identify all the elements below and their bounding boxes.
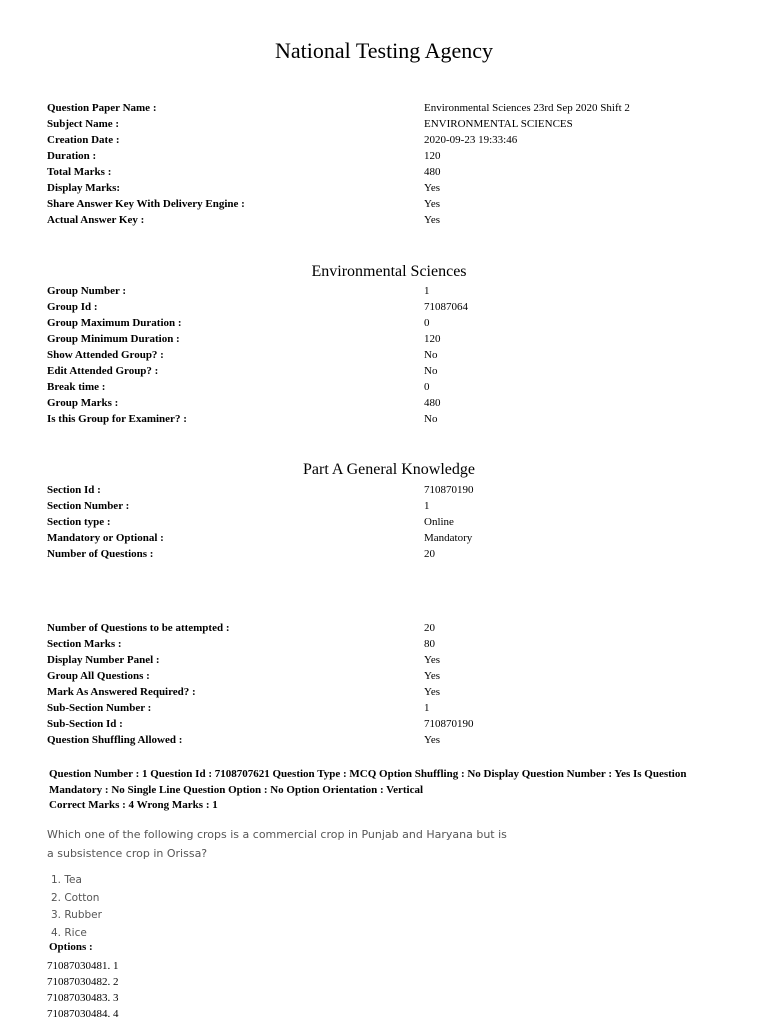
question-metadata: [49, 767, 749, 814]
list-item: 1. Tea: [51, 874, 82, 886]
field-value: 80: [424, 638, 435, 650]
field-value: Yes: [424, 670, 441, 682]
field-value: No: [424, 413, 438, 425]
field-value: 480: [424, 166, 441, 178]
field-label: Show Attended Group? :: [47, 349, 164, 361]
field-label: Sub-Section Id :: [47, 718, 123, 730]
field-label: Share Answer Key With Delivery Engine :: [47, 198, 245, 210]
field-label: Is this Group for Examiner? :: [47, 413, 187, 425]
field-label: Display Number Panel :: [47, 654, 160, 666]
field-value: Online: [424, 516, 454, 528]
field-value: Yes: [424, 654, 441, 666]
field-value: 2020-09-23 19:33:46: [424, 134, 518, 146]
field-value: Mandatory: [424, 532, 473, 544]
field-label: Section Id :: [47, 484, 101, 496]
field-value: No: [424, 349, 438, 361]
field-label: Group Id :: [47, 301, 98, 313]
field-label: Section type :: [47, 516, 111, 528]
field-label: Group Maximum Duration :: [47, 317, 182, 329]
field-label: Mandatory or Optional :: [47, 532, 164, 544]
list-item: 2. Cotton: [51, 891, 100, 904]
field-label: Section Marks :: [47, 638, 122, 650]
field-value: 480: [424, 397, 441, 409]
field-value: ENVIRONMENTAL SCIENCES: [424, 118, 573, 130]
list-item: 4. Rice: [51, 926, 87, 939]
question-marks-line: Correct Marks : 4 Wrong Marks : 1: [49, 799, 218, 811]
list-item: 3. Rubber: [51, 909, 102, 922]
field-label: Group Number :: [47, 285, 127, 297]
field-value: 710870190: [424, 484, 474, 496]
field-label: Break time :: [47, 381, 106, 393]
field-value: Environmental Sciences 23rd Sep 2020 Shift 2: [424, 102, 630, 114]
field-label: Display Marks:: [47, 182, 121, 194]
field-label: Group Minimum Duration :: [47, 333, 180, 345]
option-id-list: [47, 958, 119, 1022]
question-meta-line: Question Number : 1 Question Id : 7108707621 Question Type : MCQ Option Shuffling : No Display Question Number : Yes Is Question: [49, 768, 687, 780]
field-label: Mark As Answered Required? :: [47, 686, 196, 698]
group-title: Environmental Sciences: [311, 263, 467, 280]
field-value: Yes: [424, 198, 441, 210]
field-label: Number of Questions to be attempted :: [47, 622, 230, 634]
field-value: 71087064: [424, 301, 468, 313]
field-value: 1: [424, 285, 430, 297]
field-value: Yes: [424, 182, 441, 194]
field-label: Duration :: [47, 150, 97, 162]
field-value: 120: [424, 150, 441, 162]
answer-choices: [51, 872, 102, 942]
field-value: Yes: [424, 214, 441, 226]
field-label: Subject Name :: [47, 118, 120, 130]
field-label: Question Paper Name :: [47, 102, 157, 114]
field-label: Edit Attended Group? :: [47, 365, 159, 377]
options-heading: Options :: [49, 941, 93, 953]
field-value: 710870190: [424, 718, 474, 730]
field-value: 20: [424, 548, 435, 560]
field-label: Group All Questions :: [47, 670, 150, 682]
field-value: 120: [424, 333, 441, 345]
field-value: 1: [424, 702, 430, 714]
field-value: Yes: [424, 686, 441, 698]
field-label: Group Marks :: [47, 397, 119, 409]
field-label: Question Shuffling Allowed :: [47, 734, 183, 746]
field-label: Creation Date :: [47, 134, 120, 146]
list-item: 71087030484. 4: [47, 1008, 119, 1020]
question-meta-line: Mandatory : No Single Line Question Option : No Option Orientation : Vertical: [49, 783, 424, 796]
section-title: Part A General Knowledge: [303, 461, 475, 478]
list-item: 71087030483. 3: [47, 992, 119, 1004]
page-title: National Testing Agency: [274, 38, 493, 63]
field-value: 20: [424, 622, 435, 634]
list-item: 71087030481. 1: [47, 960, 119, 972]
field-value: 0: [424, 381, 430, 393]
field-label: Total Marks :: [47, 166, 112, 178]
field-label: Number of Questions :: [47, 548, 154, 560]
field-value: 1: [424, 500, 430, 512]
field-label: Actual Answer Key :: [47, 214, 145, 226]
list-item: 71087030482. 2: [47, 976, 119, 988]
field-value: 0: [424, 317, 430, 329]
field-value: No: [424, 365, 438, 377]
field-value: Yes: [424, 734, 441, 746]
field-label: Sub-Section Number :: [47, 702, 152, 714]
question-text: Which one of the following crops is a commercial crop in Punjab and Haryana but is a subsistence crop in Orissa?: [47, 828, 507, 860]
field-label: Section Number :: [47, 500, 130, 512]
